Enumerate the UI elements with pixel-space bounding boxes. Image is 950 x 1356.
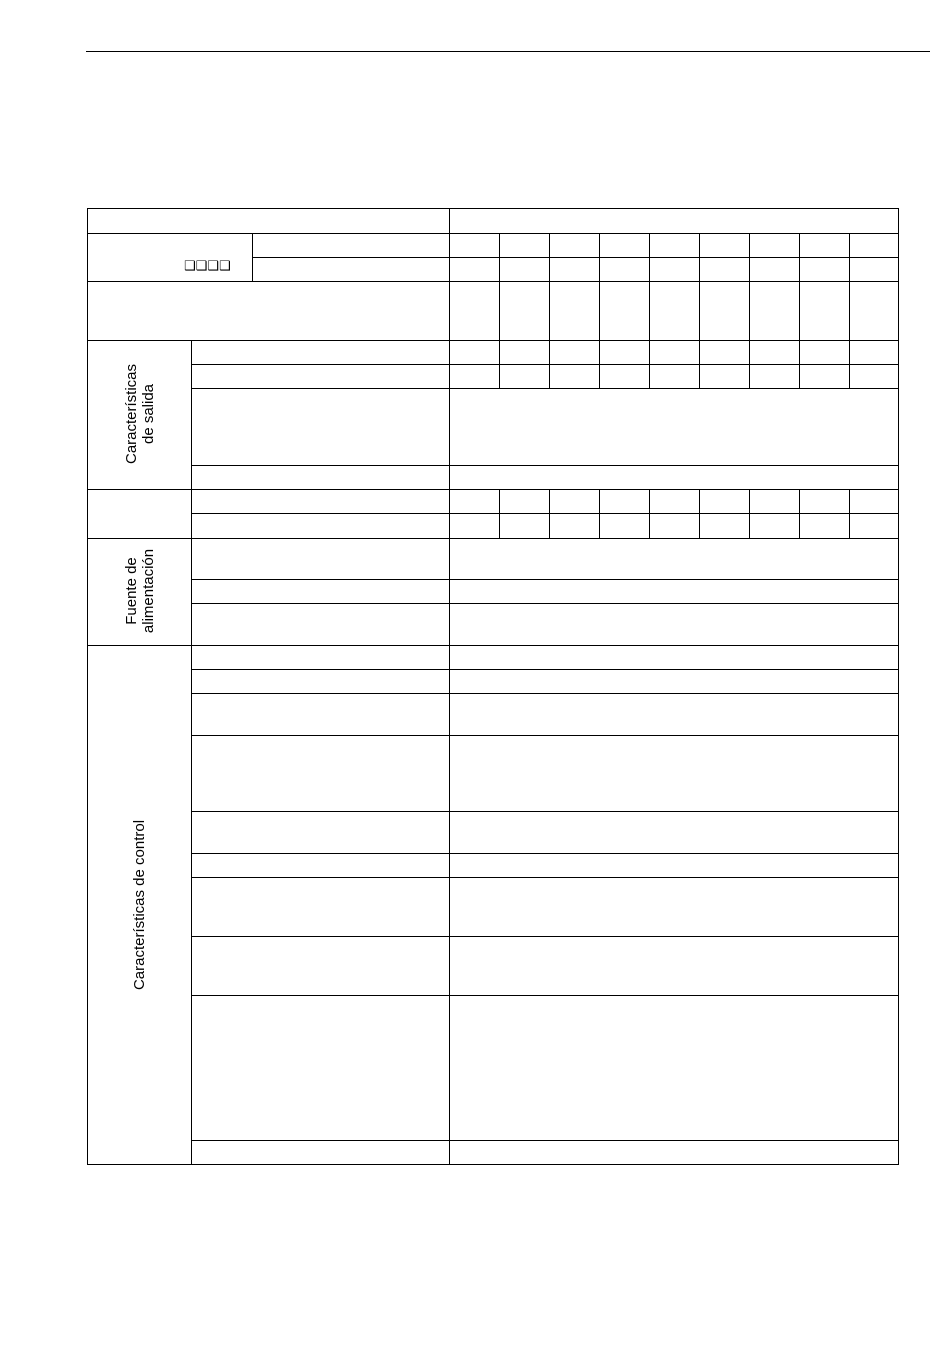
section-label-power-line2: alimentación: [140, 548, 157, 634]
section-label-power-line1: Fuente de: [123, 557, 140, 625]
section-label-output: [123, 364, 157, 464]
model-columns-top: [500, 234, 850, 341]
model-code-glyph: ❑❑❑❑: [184, 259, 231, 274]
section-label-output-line1: Características: [123, 363, 140, 465]
table-border: [88, 209, 899, 1165]
section-label-control-line1: Características de control: [131, 819, 148, 991]
section-label-output-line2: de salida: [140, 383, 157, 445]
section-label-control: [131, 820, 148, 990]
table-grid: [88, 209, 899, 1165]
section-label-power: [123, 549, 157, 633]
